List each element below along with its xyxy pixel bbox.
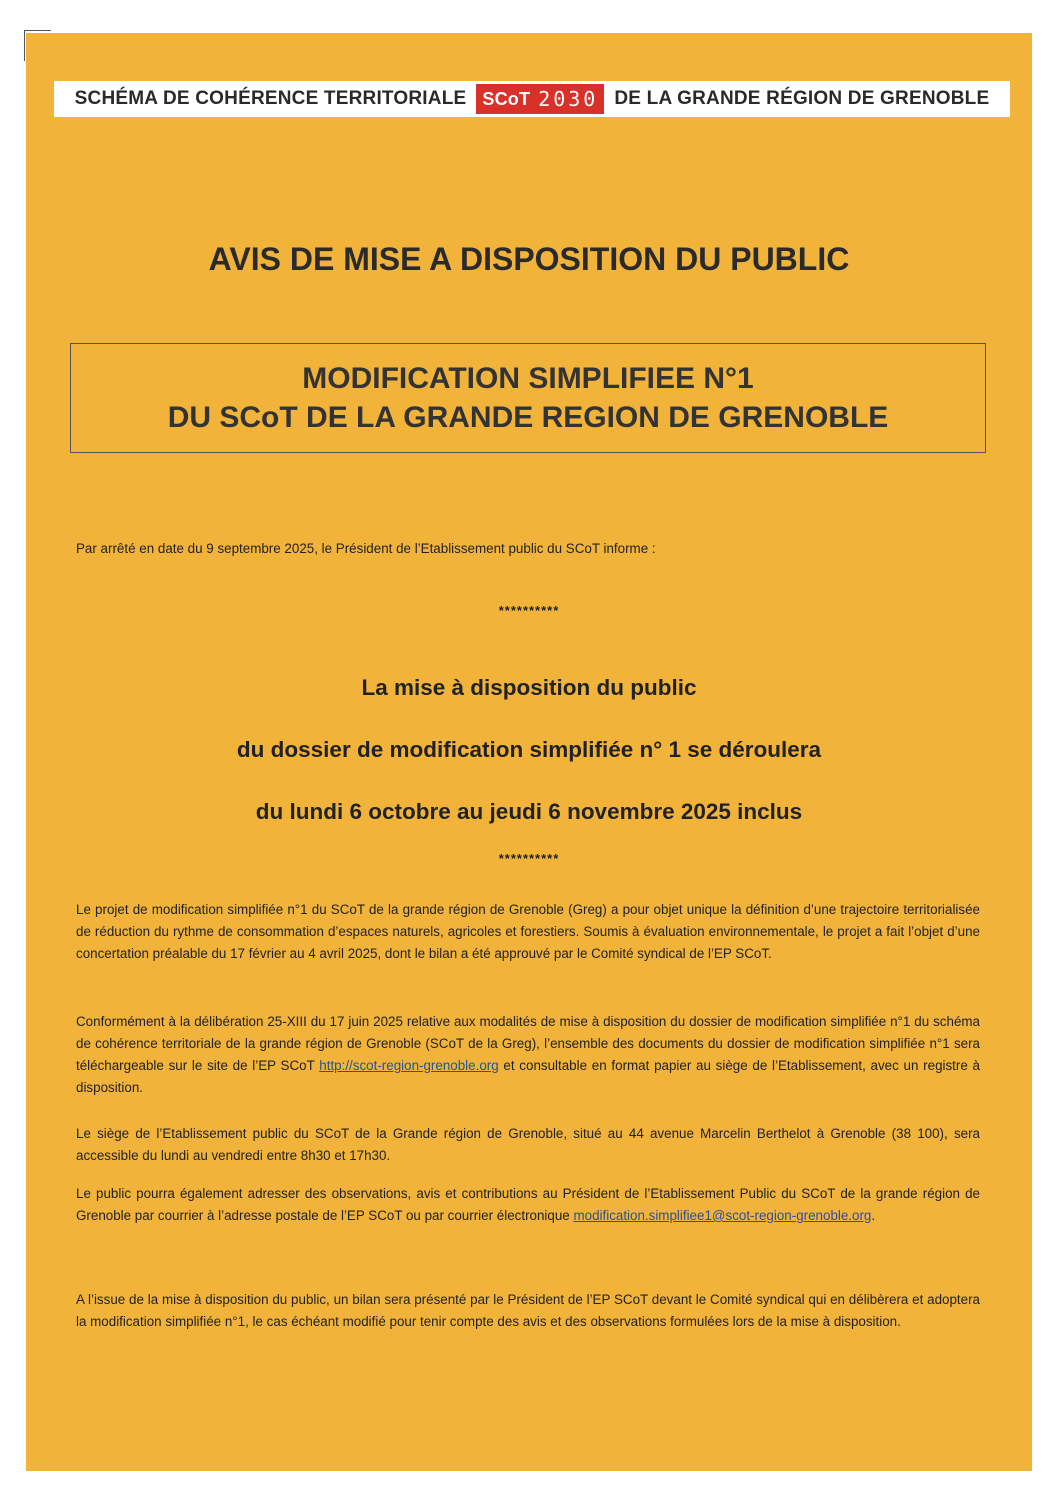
header-left-text: SCHÉMA DE COHÉRENCE TERRITORIALE [74, 88, 467, 109]
paragraph-location: Le siège de l’Etablissement public du SCoT de la Grande région de Grenoble, situé au 44 avenue Marcelin Berthelot à Grenoble (38 100), sera accessible du lundi au vendredi entre 8h30 et 17h30. [76, 1126, 980, 1163]
paragraph-contact-text: Le public pourra également adresser des observations, avis et contributions au Président de l’Etablissement Public du SCoT de la grande région de Grenoble par courrier à l’adresse postale de l’EP SCoT ou par courrier électronique [76, 1186, 980, 1223]
paragraph-deliberation-tail: et consultable en format papier au siège de l’Etablissement, avec un registre à disposition. [76, 1058, 980, 1095]
paragraph-deliberation-text: Conformément à la délibération 25-XIII du 17 juin 2025 relative aux modalités de mise à disposition du dossier de modification simplifiée n°1 du schéma de cohérence territoriale de la grande région de Grenoble (SCoT de la Greg), l’ensemble des documents du dossier de modification simplifiée n°1 sera téléchargeable sur le site de l’EP SCoT [76, 1014, 980, 1073]
logo-year: 2030 [538, 87, 599, 111]
contact-email-link[interactable]: modification.simplifiee1@scot-region-grenoble.org [573, 1208, 872, 1223]
announcement-line-3: du lundi 6 octobre au jeudi 6 novembre 2025 inclus [255, 799, 803, 824]
announcement [26, 673, 1032, 859]
separator-top: ********** [498, 603, 560, 618]
boxed-line-1: MODIFICATION SIMPLIFIEE N°1 [302, 362, 754, 395]
paragraph-conclusion: A l’issue de la mise à disposition du public, un bilan sera présenté par le Président de l’EP SCoT devant le Comité syndical qui en délibèrera et adoptera la modification simplifiée n°1, le cas échéant modifié pour tenir compte des avis et des observations formulées lors de la mise à disposition. [76, 1292, 980, 1329]
paragraph-contact [76, 1183, 980, 1227]
scan-corner-mark [24, 30, 51, 61]
header-right-text: DE LA GRANDE RÉGION DE GRENOBLE [614, 88, 990, 109]
notice-page [26, 33, 1032, 1471]
boxed-line-2: DU SCoT DE LA GRANDE REGION DE GRENOBLE [167, 401, 889, 434]
announcement-line-1: La mise à disposition du public [361, 675, 697, 700]
separator-bottom: ********** [498, 851, 560, 866]
header-banner [54, 81, 1010, 117]
scot-logo [476, 84, 604, 114]
boxed-subtitle [70, 343, 986, 453]
announcement-line-2: du dossier de modification simplifiée n° 1 se déroulera [236, 737, 822, 762]
paragraph-project: Le projet de modification simplifiée n°1 du SCoT de la grande région de Grenoble (Greg) a pour objet unique la définition d’une trajectoire territorialisée de réduction du rythme de consommation d’espaces naturels, agricoles et forestiers. Soumis à évaluation environnementale, le projet a fait l’objet d’une concertation préalable du 17 février au 4 avril 2025, dont le bilan a été approuvé par le Comité syndical de l’EP SCoT. [76, 902, 980, 961]
scot-website-link[interactable]: http://scot-region-grenoble.org [319, 1058, 499, 1073]
intro-text: Par arrêté en date du 9 septembre 2025, le Président de l’Etablissement public du SCoT informe : [76, 541, 656, 556]
paragraph-contact-tail: . [871, 1208, 876, 1223]
paragraph-deliberation [76, 1011, 980, 1099]
logo-text: SCoT [482, 88, 531, 109]
page-title: AVIS DE MISE A DISPOSITION DU PUBLIC [208, 241, 850, 277]
